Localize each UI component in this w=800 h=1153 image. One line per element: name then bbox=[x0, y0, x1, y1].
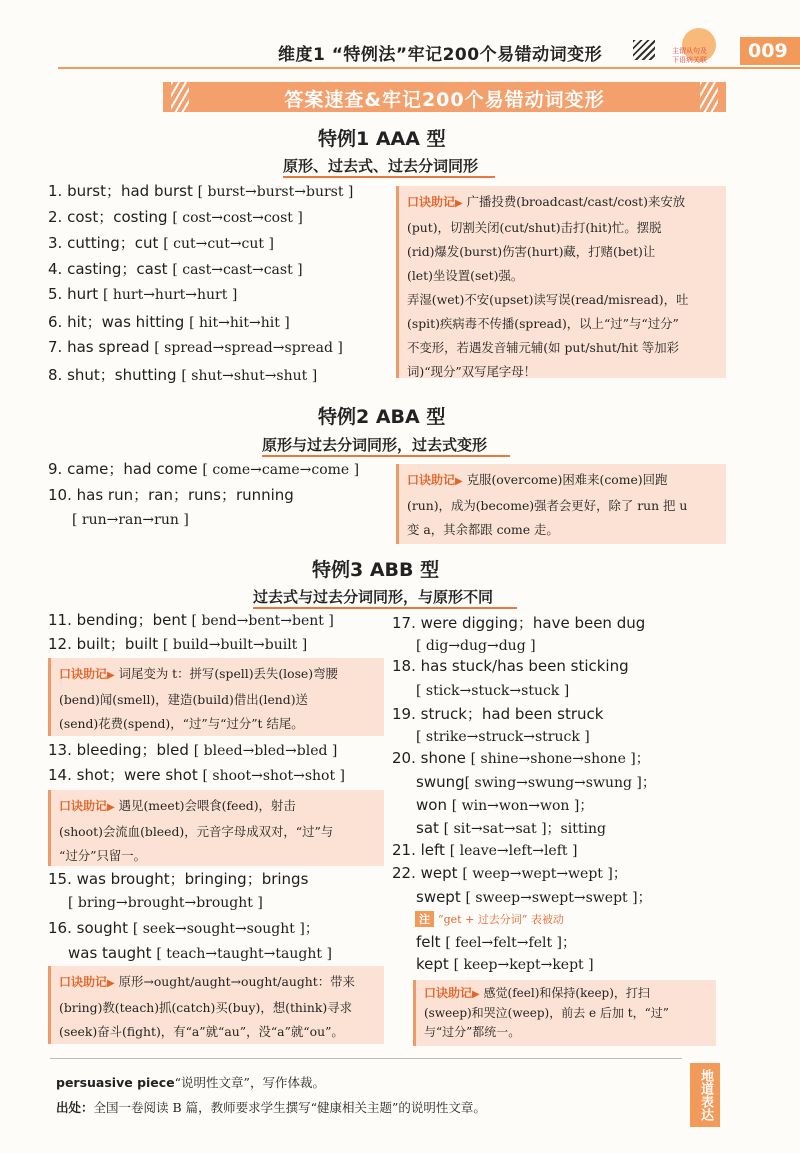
badge-line-1: 主谓从句及 bbox=[672, 47, 707, 55]
answer-banner bbox=[163, 82, 726, 112]
list-item: [ run→ran→run ] bbox=[72, 512, 189, 528]
list-item: swung[ swing→swung→swung ]； bbox=[416, 773, 656, 791]
list-item: [ stick→stuck→stuck ] bbox=[416, 683, 570, 699]
list-item: 8. shut；shutting [ shut→shut→shut ] bbox=[48, 366, 318, 384]
footer-rule bbox=[50, 1058, 682, 1059]
list-item: 4. casting；cast [ cast→cast→cast ] bbox=[48, 260, 303, 278]
mnemonic-box-4: 口诀助记▶ 遇见(meet)会喂食(feed)，射击 (shoot)会流血(bleed)，元音字母成双对，“过”与 “过分”只留一。 bbox=[48, 790, 384, 866]
section-title-1: 特例1 AAA 型 bbox=[318, 128, 446, 150]
section-underline-2 bbox=[262, 455, 510, 457]
mnemonic-box-6: 口诀助记▶ 感觉(feel)和保持(keep)，打扫 (sweep)和哭泣(weep)，前去 e 后加 t，“过” 与“过分”都统一。 bbox=[413, 980, 716, 1046]
footer-line-1: persuasive piece“说明性文章”，写作体裁。 bbox=[56, 1075, 325, 1090]
list-item: 21. left [ leave→left→left ] bbox=[392, 841, 578, 859]
list-item: 10. has run；ran；runs；running bbox=[48, 486, 294, 504]
list-item: 16. sought [ seek→sought→sought ]； bbox=[48, 919, 319, 937]
note-get-passive: 注 “get + 过去分词” 表被动 bbox=[415, 911, 564, 927]
side-tab-idiomatic-expressions: 地道表达 bbox=[690, 1063, 720, 1127]
section-title-3: 特例3 ABB 型 bbox=[312, 559, 440, 581]
list-item: [ dig→dug→dug ] bbox=[416, 638, 536, 654]
header-badge bbox=[672, 28, 742, 68]
section-subtitle-2: 原形与过去分词同形，过去式变形 bbox=[262, 436, 488, 454]
list-item: 7. has spread [ spread→spread→spread ] bbox=[48, 338, 343, 356]
list-item: 9. came；had come [ come→came→come ] bbox=[48, 460, 360, 478]
list-item: [ strike→struck→struck ] bbox=[416, 729, 590, 745]
section-subtitle-3: 过去式与过去分词同形，与原形不同 bbox=[253, 588, 494, 606]
list-item: 5. hurt [ hurt→hurt→hurt ] bbox=[48, 285, 238, 303]
list-item: 2. cost；costing [ cost→cost→cost ] bbox=[48, 208, 303, 226]
header-rule bbox=[58, 67, 800, 69]
list-item: kept [ keep→kept→kept ] bbox=[416, 955, 594, 973]
list-item: 11. bending；bent [ bend→bent→bent ] bbox=[48, 611, 334, 629]
list-item: 19. struck；had been struck bbox=[392, 705, 604, 723]
list-item: swept [ sweep→swept→swept ]； bbox=[416, 888, 652, 906]
list-item: 20. shone [ shine→shone→shone ]； bbox=[392, 749, 650, 767]
list-item: 1. burst；had burst [ burst→burst→burst ] bbox=[48, 182, 354, 200]
header-stripes-decoration bbox=[633, 40, 655, 60]
page-header-title: 维度1 “特例法”牢记200个易错动词变形 bbox=[278, 45, 603, 65]
list-item: 13. bleeding；bled [ bleed→bled→bled ] bbox=[48, 741, 338, 759]
mnemonic-box-2: 口诀助记▶ 克服(overcome)困难来(come)回跑 (run)，成为(become)强者会更好，除了 run 把 u 变 a，其余都跟 come 走。 bbox=[396, 464, 726, 544]
list-item: 12. built；built [ build→built→built ] bbox=[48, 635, 308, 653]
list-item: 22. wept [ weep→wept→wept ]； bbox=[392, 864, 627, 882]
footer-line-2: 出处：全国一卷阅读 B 篇，教师要求学生撰写“健康相关主题”的说明性文章。 bbox=[56, 1100, 486, 1115]
list-item: won [ win→won→won ]； bbox=[416, 796, 594, 814]
list-item: 17. were digging；have been dug bbox=[392, 614, 646, 632]
badge-line-2: 下语病关联 bbox=[672, 56, 707, 64]
page-number: 009 bbox=[748, 40, 788, 62]
banner-title: 答案速查&牢记200个易错动词变形 bbox=[284, 89, 605, 111]
mnemonic-box-5: 口诀助记▶ 原形→ought/aught→ought/aught：带来 (bring)教(teach)抓(catch)买(buy)，想(think)寻求 (seek)奋斗(fight)，有“a”就“au”，没“a”就“ou”。 bbox=[48, 966, 384, 1044]
list-item: [ bring→brought→brought ] bbox=[68, 895, 263, 911]
section-underline-1 bbox=[283, 176, 495, 178]
list-item: 14. shot；were shot [ shoot→shot→shot ] bbox=[48, 766, 345, 784]
list-item: sat [ sit→sat→sat ]；sitting bbox=[416, 819, 606, 837]
list-item: was taught [ teach→taught→taught ] bbox=[68, 944, 332, 962]
list-item: 15. was brought；bringing；brings bbox=[48, 870, 309, 888]
list-item: 3. cutting；cut [ cut→cut→cut ] bbox=[48, 234, 274, 252]
mnemonic-box-1: 口诀助记▶ 广播投费(broadcast/cast/cost)来安放 (put)，切割关闭(cut/shut)击打(hit)忙。摆脱 (rid)爆发(burst)伤害(hurt)藏，打赌(bet)让 (let)坐设置(set)强。 弄湿(wet)不安(upset)读写误(read/misread)，吐 (spit)疾病毒不传播(spread)，以上“过”与“过分” 不变形，若遇发音辅元辅(如 put/shut/hit 等加彩 词)“现分”双写尾字母！ bbox=[396, 186, 726, 378]
section-subtitle-1: 原形、过去式、过去分词同形 bbox=[283, 157, 479, 175]
list-item: 6. hit；was hitting [ hit→hit→hit ] bbox=[48, 313, 290, 331]
list-item: 18. has stuck/has been sticking bbox=[392, 657, 629, 675]
mnemonic-box-3: 口诀助记▶ 词尾变为 t：拼写(spell)丢失(lose)弯腰 (bend)闻(smell)，建造(build)借出(lend)送 (send)花费(spend)，“过”与“过分”t 结尾。 bbox=[48, 658, 384, 736]
list-item: felt [ feel→felt→felt ]； bbox=[416, 933, 576, 951]
section-title-2: 特例2 ABA 型 bbox=[318, 406, 446, 428]
